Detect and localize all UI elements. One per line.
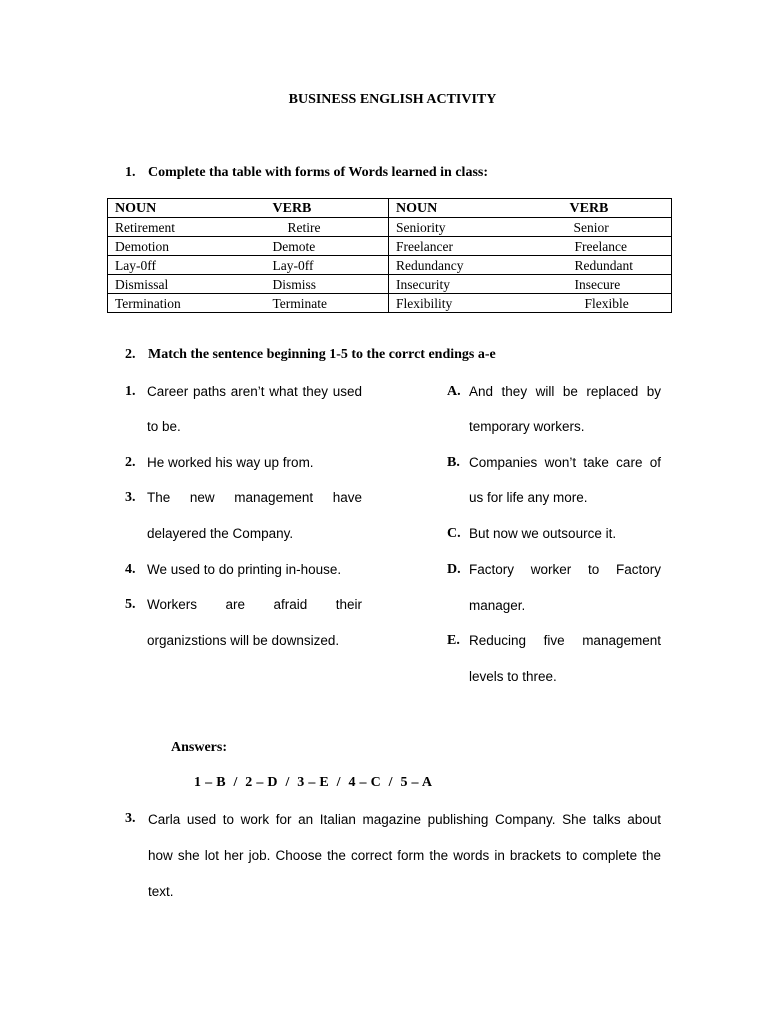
table-cell: Dismiss [273,275,389,294]
table-cell: Lay-0ff [273,256,389,275]
section1-heading-text: Complete tha table with forms of Words learned in class: [148,165,488,180]
item-line: Companies won’t take care of [469,455,661,470]
table-cell: Demotion [108,237,273,256]
section2-heading-text: Match the sentence beginning 1-5 to the corrct endings a-e [148,347,496,362]
table-cell: Redundancy [389,256,560,275]
section3-number: 3. [125,811,136,826]
item-line: us for life any more. [469,490,588,505]
page-title: BUSINESS ENGLISH ACTIVITY [288,92,497,107]
item-label: A. [447,384,461,399]
table-cell: Freelance [560,237,672,256]
table-cell: Lay-0ff [108,256,273,275]
table-cell: Redundant [560,256,672,275]
item-line: And they will be replaced by [469,384,661,399]
item-line: He worked his way up from. [147,455,314,470]
table-cell: Retire [273,218,389,237]
item-line: Reducing five management [469,633,661,648]
word-forms-table [107,198,672,313]
table-header-cell: NOUN [108,199,273,218]
item-line: Workers are afraid their [147,597,362,612]
item-line: delayered the Company. [147,526,294,541]
section2-heading [125,347,496,363]
paragraph-line: how she lot her job. Choose the correct form the words in brackets to complete the [148,848,661,863]
table-header-cell: VERB [273,199,389,218]
item-label: 4. [125,562,136,577]
paragraph-line: text. [148,884,174,899]
section2-number: 2. [125,347,136,362]
table-row [108,294,672,313]
item-label: 3. [125,490,136,505]
item-label: 2. [125,455,136,470]
item-label: C. [447,526,461,541]
table-cell: Senior [560,218,672,237]
section3-paragraph [148,811,661,901]
item-line: Career paths aren’t what they used [147,384,362,399]
table-cell: Dismissal [108,275,273,294]
section1-heading [125,165,488,181]
table-cell: Retirement [108,218,273,237]
table-row [108,275,672,294]
table-header-cell: VERB [560,199,672,218]
item-line: We used to do printing in-house. [147,562,342,577]
table-cell: Seniority [389,218,560,237]
item-label: 5. [125,597,136,612]
item-label: D. [447,562,461,577]
item-line: organizstions will be downsized. [147,633,340,648]
table-cell: Demote [273,237,389,256]
table-header-cell: NOUN [389,199,560,218]
item-line: The new management have [147,490,362,505]
item-label: E. [447,633,460,648]
table-cell: Insecurity [389,275,560,294]
table-cell: Terminate [273,294,389,313]
item-line: But now we outsource it. [469,526,617,541]
section1-number: 1. [125,165,136,180]
table-row [108,256,672,275]
item-label: B. [447,455,460,470]
table-cell: Insecure [560,275,672,294]
item-line: to be. [147,419,181,434]
table-cell: Flexibility [389,294,560,313]
table-row [108,237,672,256]
table-cell: Freelancer [389,237,560,256]
item-line: Factory worker to Factory [469,562,661,577]
item-label: 1. [125,384,136,399]
answers-text: 1 – B / 2 – D / 3 – E / 4 – C / 5 – A [194,775,433,790]
table-cell: Termination [108,294,273,313]
item-line: temporary workers. [469,419,585,434]
table-cell: Flexible [560,294,672,313]
paragraph-line: Carla used to work for an Italian magazine publishing Company. She talks about [148,812,661,827]
table-row [108,218,672,237]
answers-label: Answers: [171,740,227,755]
item-line: levels to three. [469,669,557,684]
table-header-row [108,199,672,218]
item-line: manager. [469,598,526,613]
